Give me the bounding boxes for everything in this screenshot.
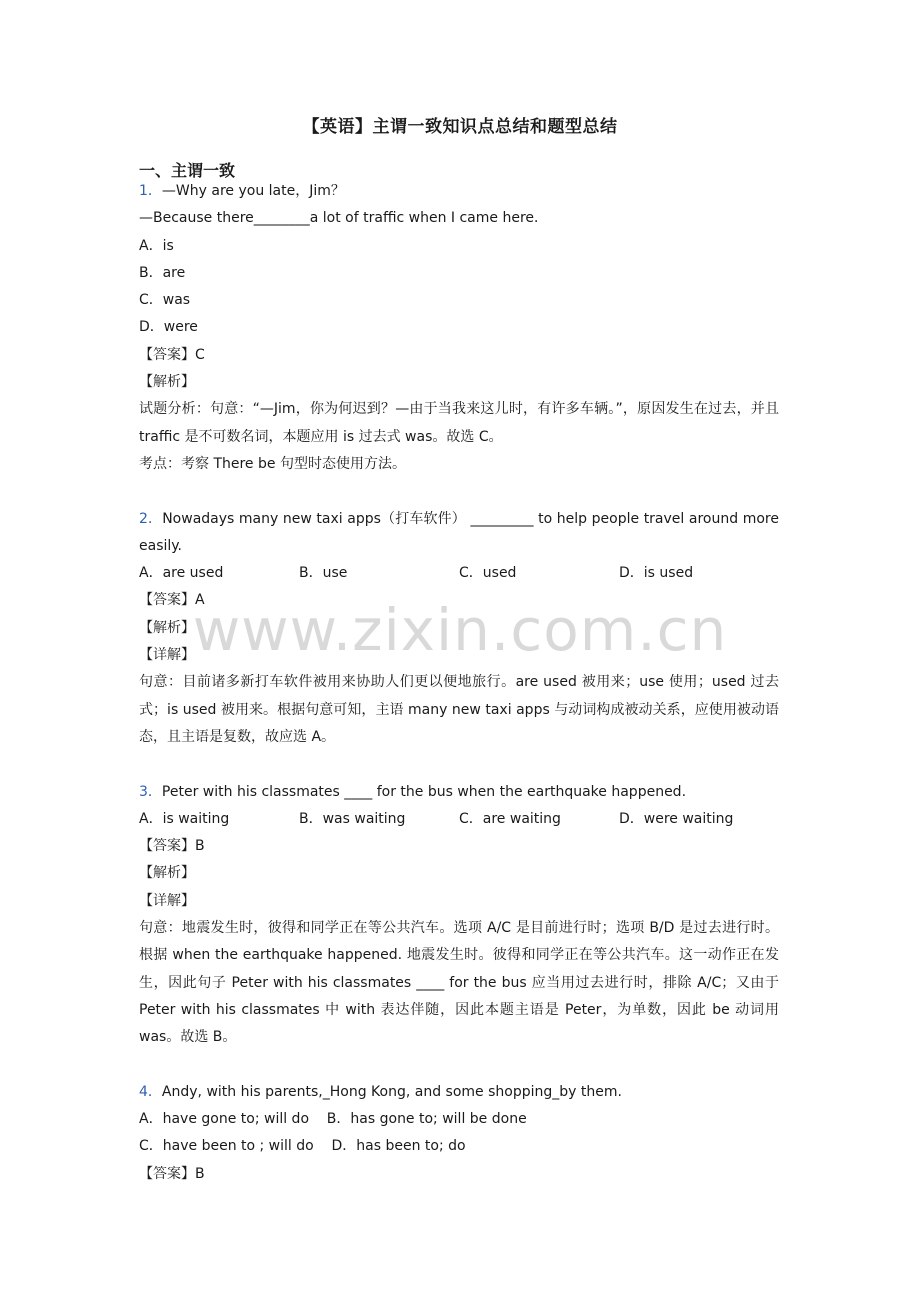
section-heading: 一、主谓一致 <box>139 161 236 180</box>
option-d: D．were <box>139 319 198 336</box>
question-3-stem: 3．Peter with his classmates ____ for the bus when the earthquake happened. <box>139 783 687 800</box>
option-c: C．used <box>459 565 517 582</box>
option-b: B．was waiting <box>299 810 406 827</box>
question-number: 3． <box>139 783 162 800</box>
option-c: C．are waiting <box>459 810 561 827</box>
detail-label: 【详解】 <box>139 892 195 909</box>
watermark: www.zixin.com.cn <box>192 596 728 664</box>
option-d: D．were waiting <box>619 810 734 827</box>
question-4-options-row-1: A．have gone to; will do B．has gone to; will be done <box>139 1111 527 1128</box>
option-b: B．use <box>299 565 348 582</box>
question-number: 4． <box>139 1083 162 1100</box>
question-number: 1． <box>139 183 162 199</box>
analysis-label: 【解析】 <box>139 619 195 636</box>
question-list <box>139 178 779 1188</box>
answer-label: 【答案】A <box>139 592 205 609</box>
detail-text: 句意：地震发生时，彼得和同学正在等公共汽车。选项 A/C 是目前进行时；选项 B/D 是过去进行时。根据 when the earthquake happened. 地震发生时。彼得和同学正在等公共汽车。这一动作正在发生，因此句子 Peter with his classmates ____ for the bus 应当用过去进行时，排除 A/C；又由于 Peter with his classmates 中 with 表达伴随，因此本题主语是 Peter，为单数，因此 be 动词用 was。故选 B。 <box>139 920 779 1046</box>
option-d: D．is used <box>619 565 694 582</box>
analysis-label: 【解析】 <box>139 374 195 391</box>
option-a: A．is <box>139 237 174 254</box>
analysis-label: 【解析】 <box>139 865 195 882</box>
option-c: C．was <box>139 292 191 309</box>
question-2-options <box>139 560 779 587</box>
detail-text: 句意：目前诸多新打车软件被用来协助人们更以便地旅行。are used 被用来；use 使用；used 过去式；is used 被用来。根据句意可知，主语 many new taxi apps 与动词构成被动关系，应使用被动语态，且主语是复数，故应选 A。 <box>139 674 779 745</box>
question-1-stem: 1．—Why are you late，Jim？ <box>139 183 345 199</box>
question-number: 2． <box>139 510 163 527</box>
exam-point: 考点：考察 There be 句型时态使用方法。 <box>139 455 406 472</box>
analysis-text: 试题分析：句意：“—Jim，你为何迟到？—由于当我来这儿时，有许多车辆。”，原因发生在过去，并且 traffic 是不可数名词，本题应用 is 过去式 was。故选 C。 <box>139 401 779 445</box>
question-1-line2: —Because there________a lot of traffic when I came here． <box>139 210 549 227</box>
question-2-stem: 2．Nowadays many new taxi apps（打车软件） _________ to help people travel around more easily. <box>139 510 779 554</box>
answer-label: 【答案】B <box>139 838 205 855</box>
question-4-stem: 4．Andy, with his parents,_Hong Kong, and some shopping_by them. <box>139 1083 622 1100</box>
question-4-options-row-2: C．have been to ; will do D．has been to; do <box>139 1138 466 1155</box>
option-a: A．is waiting <box>139 810 230 827</box>
option-a: A．are used <box>139 565 224 582</box>
answer-label: 【答案】C <box>139 346 205 363</box>
option-b: B．are <box>139 264 186 281</box>
document-title: 【英语】主谓一致知识点总结和题型总结 <box>302 117 618 137</box>
answer-label: 【答案】B <box>139 1165 205 1182</box>
detail-label: 【详解】 <box>139 647 195 664</box>
question-3-options <box>139 806 779 833</box>
